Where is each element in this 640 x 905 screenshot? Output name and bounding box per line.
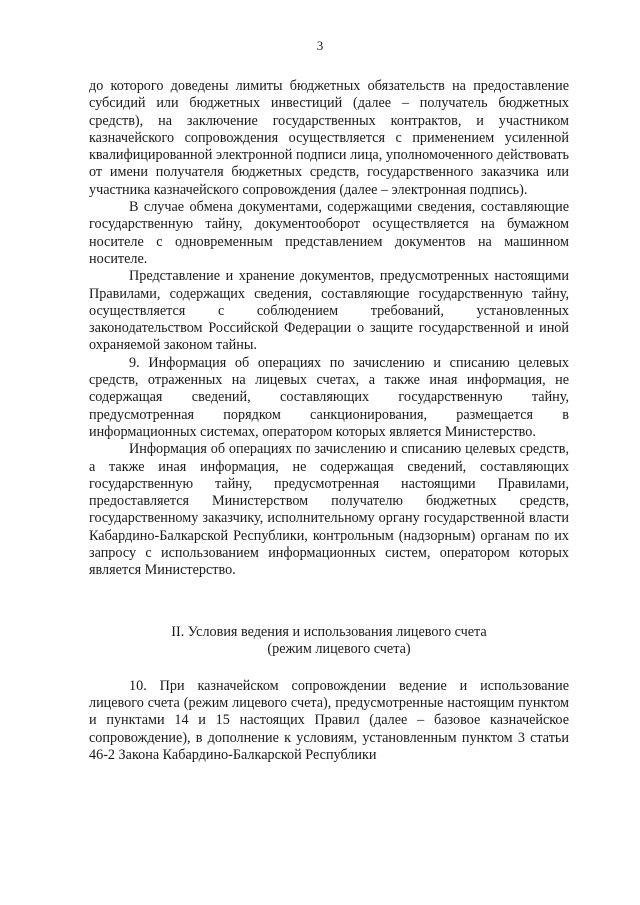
section-heading [89,624,569,659]
section-heading-subtitle: (режим лицевого счета) [267,641,411,658]
paragraph-item-9: 9. Информация об операциях по зачислению и списанию целевых средств, отраженных на лицевых счетах, а также иная информация, не содержащая сведений, составляющих государственную тайну, предусмотренная порядком санкционирования, размещается в информационных системах, оператором которых является Министерство. [89,354,569,440]
document-body [89,78,569,764]
page-number: 3 [316,38,324,53]
paragraph-storage-docs: Представление и хранение документов, предусмотренных настоящими Правилами, содержащих сведения, составляющие государственную тайну, осуществляется с соблюдением требований, установленных законодательством Российской Федерации о защите государственной и иной охраняемой законом тайны. [89,268,569,354]
paragraph-continuation: до которого доведены лимиты бюджетных обязательств на предоставление субсидий или бюджетных инвестиций (далее – получатель бюджетных средств), на заключение государственных контрактов, и участником казначейского сопровождения осуществляется с применением усиленной квалифицированной электронной подписи лица, уполномоченного действовать от имени получателя бюджетных средств, государственного заказчика или участника казначейского сопровождения (далее – электронная подпись). [89,78,569,198]
paragraph-item-10: 10. При казначейском сопровождении ведение и использование лицевого счета (режим лицевого счета), предусмотренные настоящим пунктом и пунктами 14 и 15 настоящих Правил (далее – базовое казначейское сопровождение), в дополнение к условиям, установленным пунктом 3 статьи 46-2 Закона Кабардино-Балкарской Республики [89,677,569,763]
paragraph-exchange-secret-docs: В случае обмена документами, содержащими сведения, составляющие государственную тайну, документооборот осуществляется на бумажном носителе с одновременным представлением документов на машинном носителе. [89,199,569,267]
section-heading-title: II. Условия ведения и использования лицевого счета [171,623,487,640]
paragraph-info-provision: Информация об операциях по зачислению и списанию целевых средств, а также иная информация, не содержащая сведений, составляющих государственную тайну, предусмотренная настоящими Правилами, предоставляется Министерством получателю бюджетных средств, государственному заказчику, исполнительному органу государственной власти Кабардино-Балкарской Республики, контрольным (надзорным) органам по их запросу с использованием информационных систем, оператором которых является Министерство. [89,441,569,579]
